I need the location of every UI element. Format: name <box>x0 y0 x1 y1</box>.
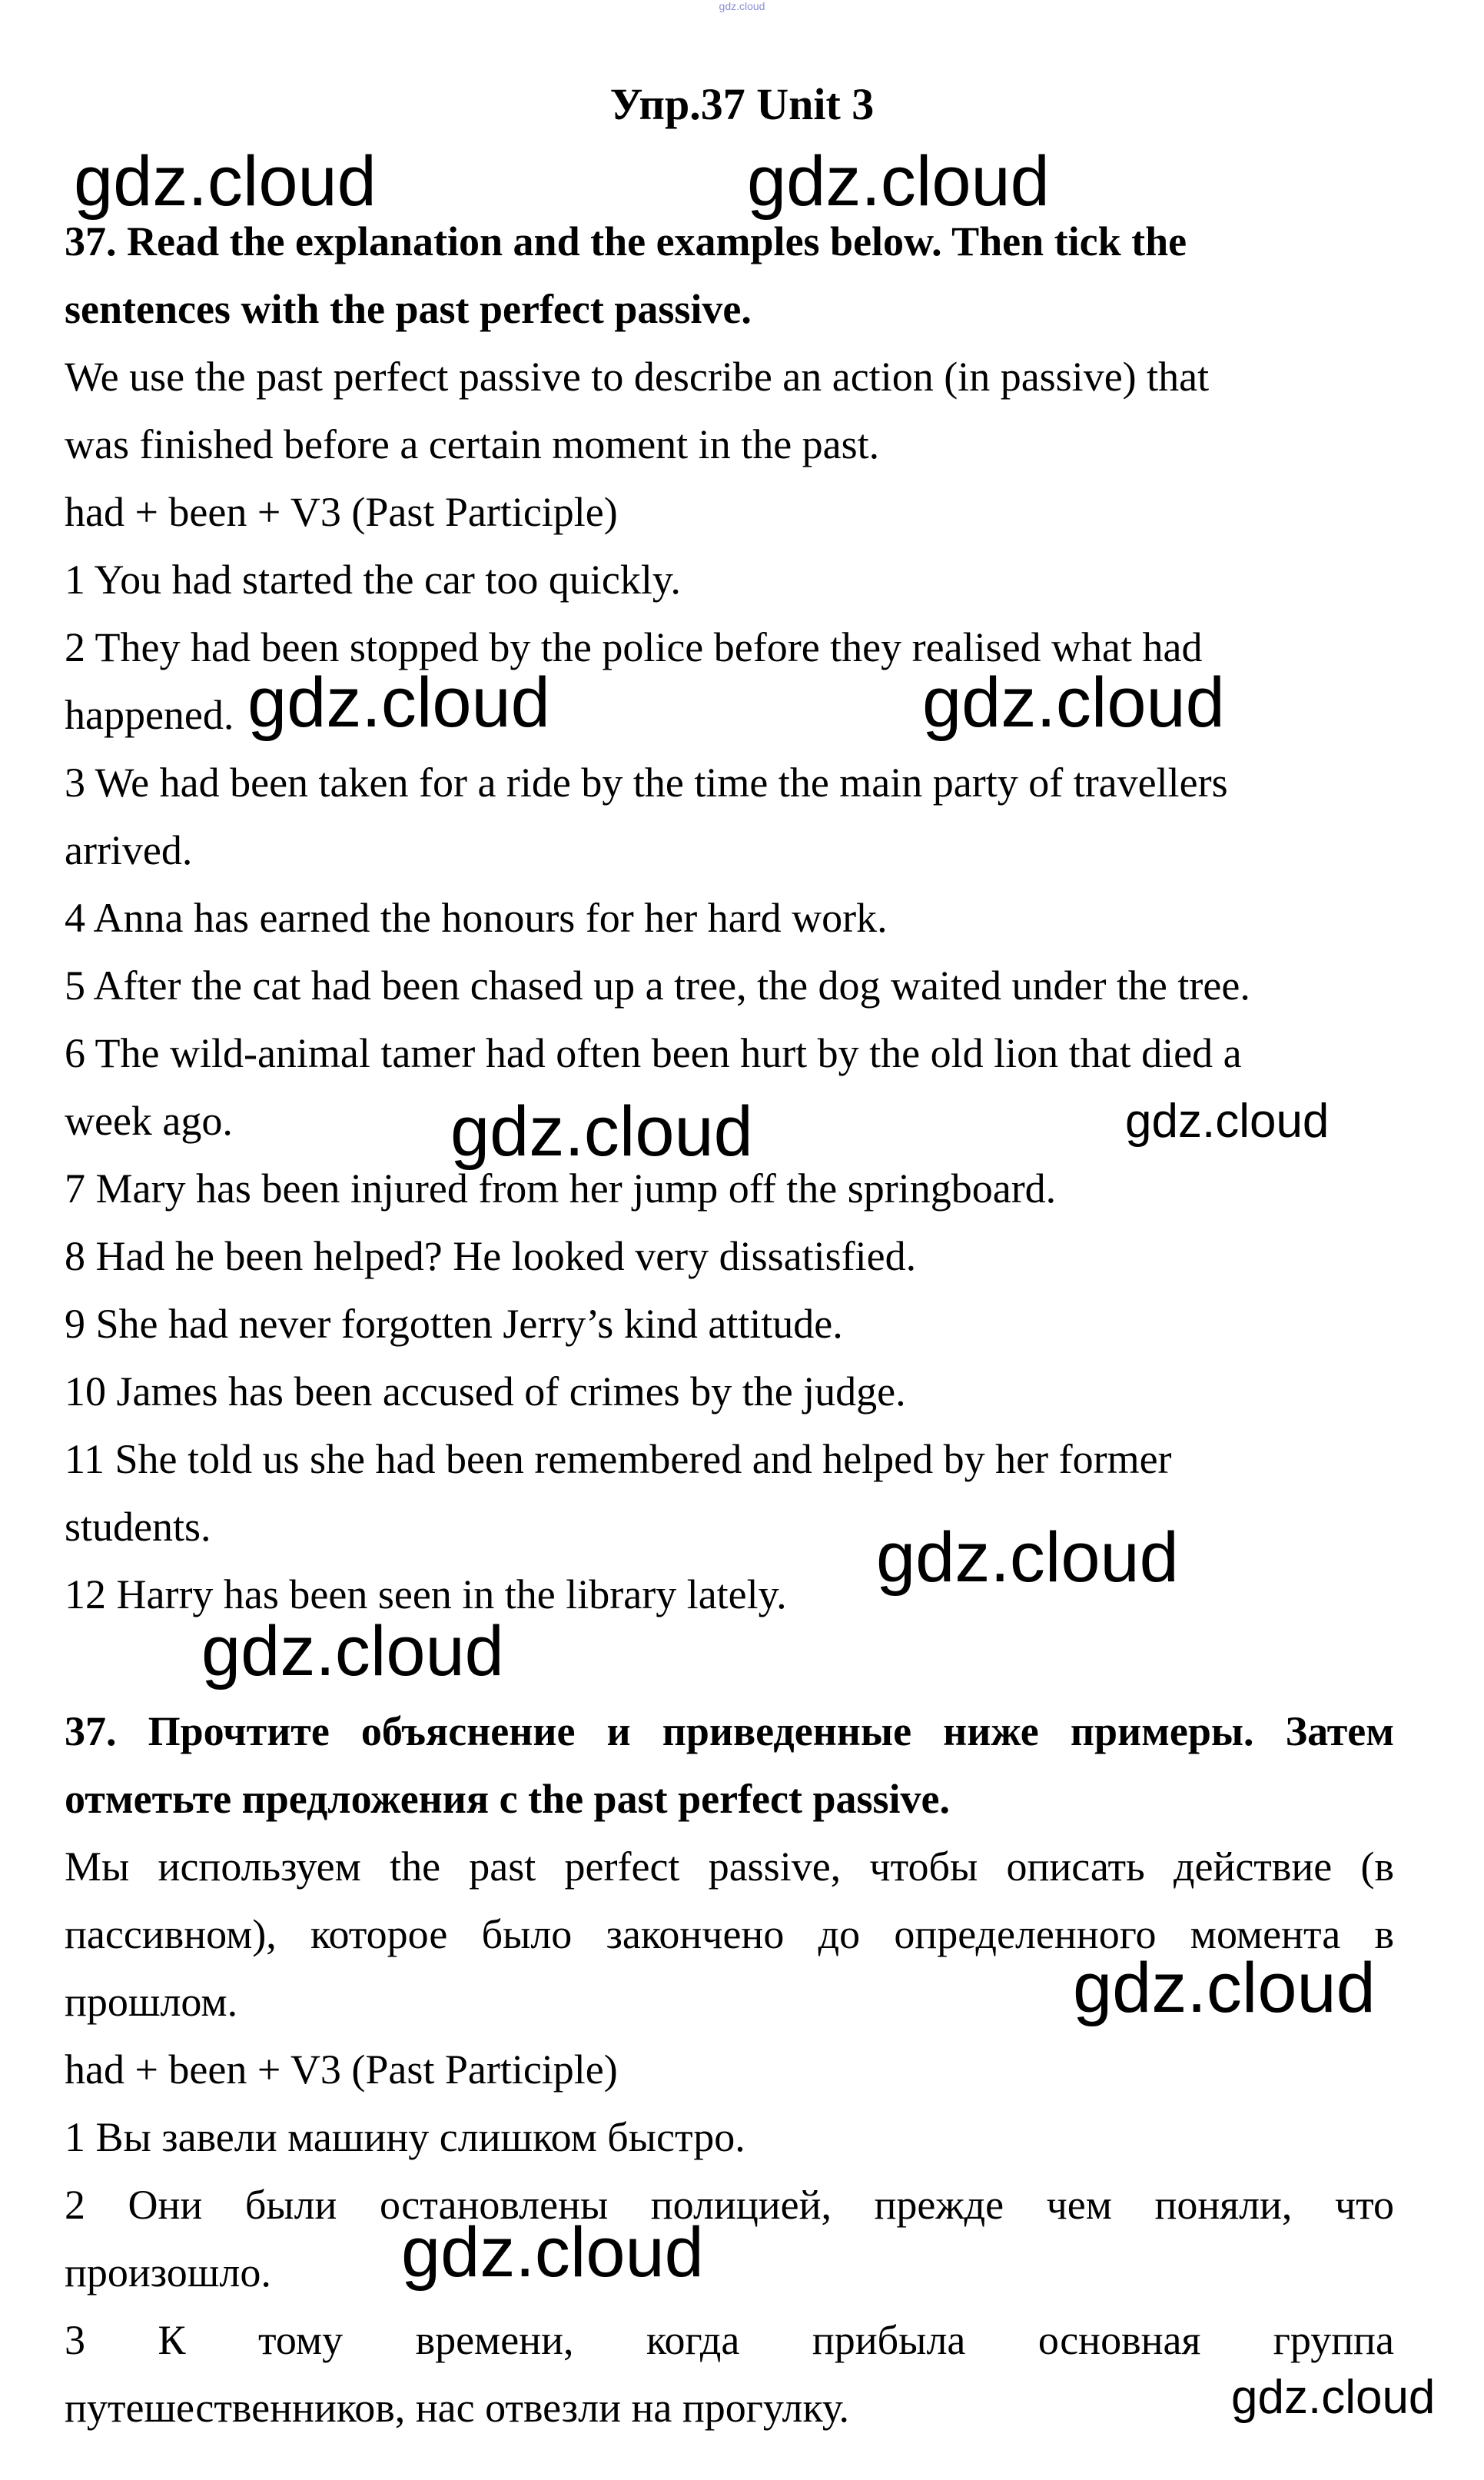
sentence-line: arrived. <box>65 827 193 873</box>
sentence-line: 12 Harry has been seen in the library lately. <box>65 1571 787 1617</box>
sentence-line: 7 Mary has been injured from her jump off the springboard. <box>65 1165 1057 1212</box>
sentence-line: 10 James has been accused of crimes by the judge. <box>65 1368 906 1415</box>
watermark: gdz.cloud <box>922 663 1225 742</box>
explanation-line: We use the past perfect passive to describe an action (in passive) that <box>65 354 1210 400</box>
sentence-line-ru: 2 Они были остановлены полицией, прежде чем поняли, что <box>65 2182 1394 2228</box>
watermark: gdz.cloud <box>1125 1095 1330 1148</box>
task-heading-line-ru: отметьте предложения с the past perfect passive. <box>65 1776 950 1822</box>
sentence-line-ru: произошло. <box>65 2249 271 2295</box>
watermark: gdz.cloud <box>876 1518 1179 1597</box>
sentence-line: 3 We had been taken for a ride by the time the main party of travellers <box>65 760 1228 806</box>
watermark: gdz.cloud <box>450 1092 753 1171</box>
page-title: Упр.37 Unit 3 <box>609 79 875 129</box>
watermark: gdz.cloud <box>747 142 1050 221</box>
sentence-line: 2 They had been stopped by the police before they realised what had <box>65 624 1203 670</box>
sentence-line: 6 The wild-animal tamer had often been hurt by the old lion that died a <box>65 1030 1242 1076</box>
explanation-line-ru: пассивном), которое было закончено до определенного момента в <box>65 1911 1394 1957</box>
sentence-line: 4 Anna has earned the honours for her hard work. <box>65 895 888 941</box>
formula-ru: had + been + V3 (Past Participle) <box>65 2046 618 2093</box>
explanation-line-ru: Мы используем the past perfect passive, чтобы описать действие (в <box>65 1843 1394 1890</box>
watermark: gdz.cloud <box>401 2213 704 2292</box>
task-heading-line: sentences with the past perfect passive. <box>65 286 752 332</box>
sentence-line-ru: путешественников, нас отвезли на прогулку. <box>65 2385 850 2431</box>
sentence-line: 1 You had started the car too quickly. <box>65 557 681 603</box>
sentence-line: 9 She had never forgotten Jerry’s kind attitude. <box>65 1301 843 1347</box>
watermark: gdz.cloud <box>74 142 377 221</box>
task-heading-line-ru: 37. Прочтите объяснение и приведенные ниже примеры. Затем <box>65 1708 1394 1754</box>
sentence-line: 11 She told us she had been remembered and helped by her former <box>65 1436 1172 1482</box>
sentence-line-ru: 3 К тому времени, когда прибыла основная группа <box>65 2317 1394 2363</box>
sentence-line-ru: 1 Вы завели машину слишком быстро. <box>65 2114 745 2160</box>
sentence-line: 5 After the cat had been chased up a tree, the dog waited under the tree. <box>65 962 1250 1009</box>
watermark: gdz.cloud <box>201 1612 504 1690</box>
top-watermark: gdz.cloud <box>719 0 765 12</box>
watermark: gdz.cloud <box>1231 2371 1436 2424</box>
explanation-line-ru: прошлом. <box>65 1979 238 2025</box>
watermark: gdz.cloud <box>247 663 550 742</box>
sentence-line: students. <box>65 1504 211 1550</box>
formula: had + been + V3 (Past Participle) <box>65 489 618 535</box>
watermark: gdz.cloud <box>1073 1949 1376 2027</box>
sentence-line: happened. <box>65 692 234 738</box>
explanation-line: was finished before a certain moment in the past. <box>65 421 880 467</box>
sentence-line: week ago. <box>65 1098 233 1144</box>
task-heading-line: 37. Read the explanation and the examples below. Then tick the <box>65 218 1187 264</box>
sentence-line: 8 Had he been helped? He looked very dissatisfied. <box>65 1233 917 1279</box>
